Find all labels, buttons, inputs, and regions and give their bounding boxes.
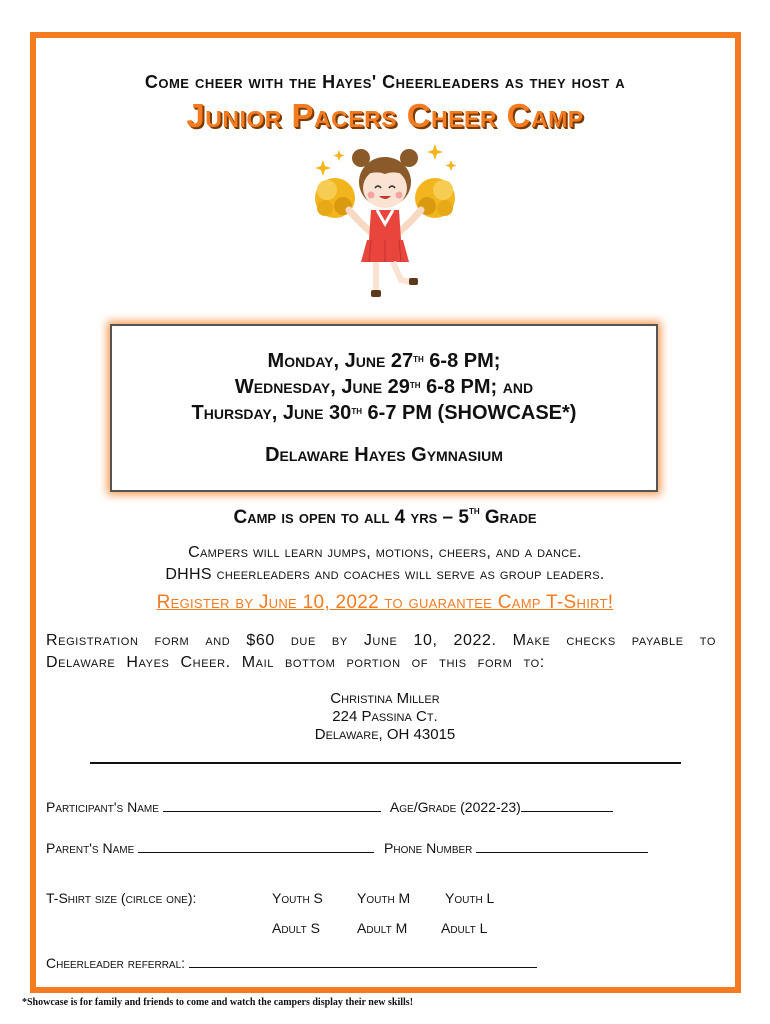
address-city: Delaware, OH 43015 <box>314 726 456 743</box>
phone-number-field[interactable] <box>476 841 648 853</box>
venue-name: Delaware Hayes Gymnasium <box>265 444 503 466</box>
intro-text: Come cheer with the Hayes' Cheerleaders as they host a <box>144 72 626 92</box>
size-youth-s[interactable]: Youth S <box>272 890 323 906</box>
tshirt-size-label: T-Shirt size (cirlce one): <box>46 890 197 906</box>
parent-name-field[interactable] <box>138 841 374 853</box>
cheerleader-illustration <box>305 140 465 308</box>
size-adult-s[interactable]: Adult S <box>272 920 320 936</box>
mailing-address <box>0 690 770 744</box>
size-youth-m[interactable]: Youth M <box>357 890 411 906</box>
registration-instructions: Registration form and $60 due by June 10, 2022. Make checks payable to Delaware Hayes Cheer. Mail bottom portion of this form to: <box>46 632 716 671</box>
referral-row <box>46 955 537 971</box>
phone-number-label: Phone Number <box>384 840 473 856</box>
registration-deadline: Register by June 10, 2022 to guarantee Camp T-Shirt! <box>156 592 614 613</box>
referral-label: Cheerleader referral: <box>46 955 186 971</box>
size-adult-l[interactable]: Adult L <box>441 920 488 936</box>
participant-row <box>46 799 613 815</box>
address-name: Christina Miller <box>330 690 440 707</box>
schedule-line-2: Wednesday, June 29th 6-8 PM; and <box>234 376 534 398</box>
eligibility-text: Camp is open to all 4 yrs – 5th Grade <box>233 505 537 528</box>
size-adult-m[interactable]: Adult M <box>357 920 408 936</box>
event-details-box <box>110 324 658 492</box>
parent-name-label: Parent's Name <box>46 840 135 856</box>
description-line-1: Campers will learn jumps, motions, cheers, and a dance. <box>188 544 582 561</box>
referral-field[interactable] <box>189 956 537 968</box>
description-line-2: DHHS cheerleaders and coaches will serve as group leaders. <box>165 566 605 583</box>
camp-description <box>0 542 770 586</box>
schedule-line-3: Thursday, June 30th 6-7 PM (SHOWCASE*) <box>191 402 577 424</box>
size-youth-l[interactable]: Youth L <box>445 890 495 906</box>
camp-title: Junior Pacers Cheer Camp <box>186 97 584 134</box>
age-grade-field[interactable] <box>521 800 613 812</box>
schedule-line-1: Monday, June 27th 6-8 PM; <box>267 350 501 372</box>
cut-line-divider <box>90 762 681 764</box>
address-street: 224 Passina Ct. <box>332 708 438 725</box>
parent-row <box>46 840 648 856</box>
age-grade-label: Age/Grade (2022-23) <box>389 799 521 815</box>
participant-name-label: Participant's Name <box>46 799 159 815</box>
participant-name-field[interactable] <box>163 800 381 812</box>
showcase-footnote: *Showcase is for family and friends to come and watch the campers display their new skills! <box>22 997 414 1008</box>
